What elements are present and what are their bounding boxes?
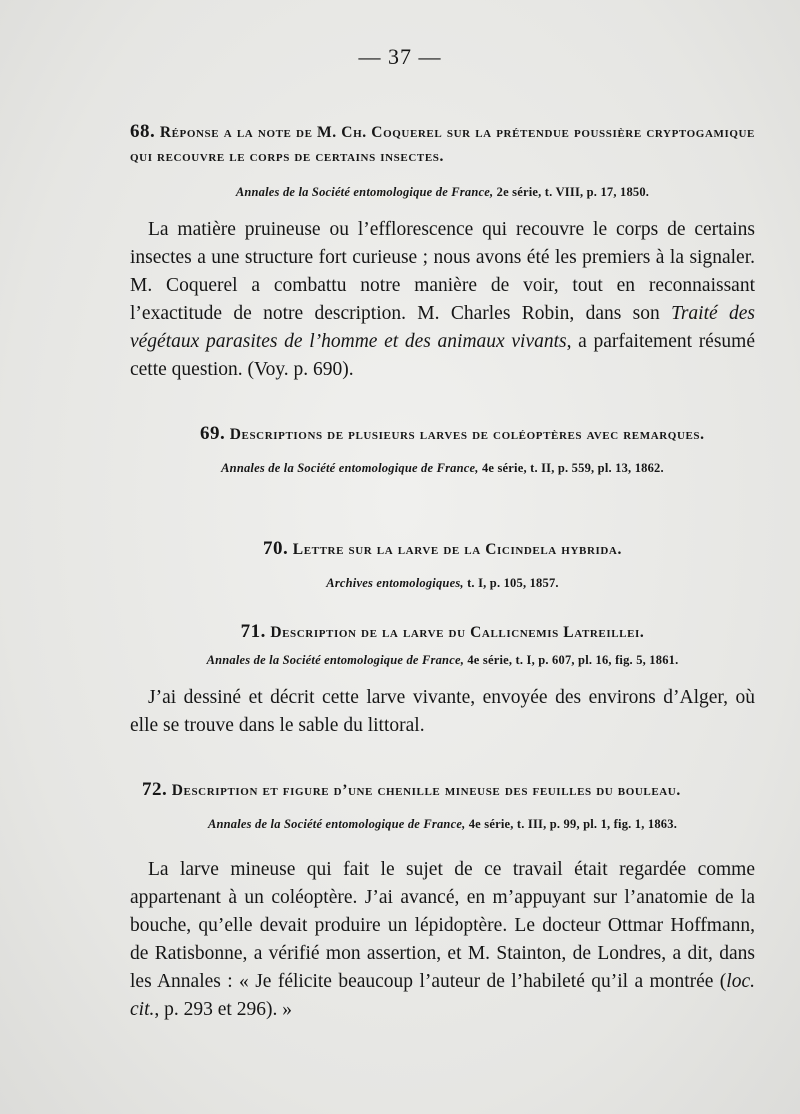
entry-number: 71. — [240, 621, 266, 642]
entry-title: Descriptions de plusieurs larves de coléoptères avec remarques. — [229, 426, 705, 443]
source-journal: Annales de la Société entomologique de France, — [235, 185, 494, 199]
page-number: — 37 — — [358, 44, 442, 69]
body-text-2: , a parfaitement résumé cette question. (Voy. p. 690). — [130, 331, 755, 380]
entry-number: 68. — [130, 121, 156, 142]
entry-title: Description et figure d’une chenille mineuse des feuilles du bouleau. — [171, 782, 681, 799]
source-journal: Archives entomologiques, — [326, 576, 464, 590]
source-details: 4e série, t. I, p. 607, pl. 16, fig. 5, 1861. — [467, 653, 679, 667]
body-text-2: , p. 293 et 296). » — [154, 999, 292, 1020]
entry-69 — [130, 422, 755, 476]
entry-68 — [130, 120, 755, 384]
entry-70 — [130, 537, 755, 591]
entry-heading — [130, 537, 755, 562]
entry-heading — [130, 778, 755, 803]
body-italic-title: Traité des végétaux parasites de l’homme et des animaux vivants — [130, 303, 755, 352]
entry-body — [130, 216, 755, 384]
body-italic-citation: loc. cit. — [130, 971, 755, 1020]
source-journal: Annales de la Société entomologique de France, — [207, 817, 466, 831]
entry-number: 72. — [142, 779, 168, 800]
source-details: 4e série, t. II, p. 559, pl. 13, 1862. — [481, 461, 664, 475]
entry-source — [130, 461, 755, 476]
entry-72 — [130, 778, 755, 1024]
entry-source — [130, 817, 755, 832]
entry-source — [130, 653, 755, 668]
entry-number: 69. — [200, 423, 226, 444]
entry-body — [130, 856, 755, 1024]
entry-heading — [130, 422, 755, 447]
entry-title: Lettre sur la larve de la Cicindela hybrida. — [292, 541, 622, 558]
body-text-1: La larve mineuse qui fait le sujet de ce travail était regardée comme appartenant à un coléoptère. J’ai avancé, en m’appuyant sur l’anatomie de la bouche, qu’elle devait produire un lépidoptère. Le docteur Ottmar Hoffmann, de Ratisbonne, a vérifié mon assertion, et M. Stainton, de Londres, a dit, dans les Annales : « Je félicite beaucoup l’auteur de l’habileté qu’il a montrée ( — [130, 859, 755, 992]
entry-heading — [130, 120, 755, 169]
entry-body — [130, 684, 755, 740]
entry-heading — [130, 620, 755, 645]
entry-source — [130, 576, 755, 591]
body-text-1: La matière pruineuse ou l’efflorescence qui recouvre le corps de certains insectes a une structure fort curieuse ; nous avons été les premiers à la signaler. M. Coquerel a combattu notre manière de voir, tout en reconnaissant l’exactitude de notre description. M. Charles Robin, dans son — [130, 219, 755, 324]
source-journal: Annales de la Société entomologique de France, — [206, 653, 465, 667]
source-journal: Annales de la Société entomologique de France, — [221, 461, 479, 475]
entry-number: 70. — [263, 538, 289, 559]
entry-title: Réponse a la note de M. Ch. Coquerel sur la prétendue poussière cryptogamique qui recouvre le corps de certains insectes. — [130, 124, 755, 165]
entry-title: Description de la larve du Callicnemis Latreillei. — [270, 624, 645, 641]
entry-source — [130, 185, 755, 200]
source-details: 2e série, t. VIII, p. 17, 1850. — [496, 185, 650, 199]
entry-71 — [130, 620, 755, 740]
source-details: 4e série, t. III, p. 99, pl. 1, fig. 1, 1863. — [468, 817, 678, 831]
body-text: J’ai dessiné et décrit cette larve vivante, envoyée des environs d’Alger, où elle se trouve dans le sable du littoral. — [130, 687, 755, 736]
source-details: t. I, p. 105, 1857. — [467, 576, 559, 590]
